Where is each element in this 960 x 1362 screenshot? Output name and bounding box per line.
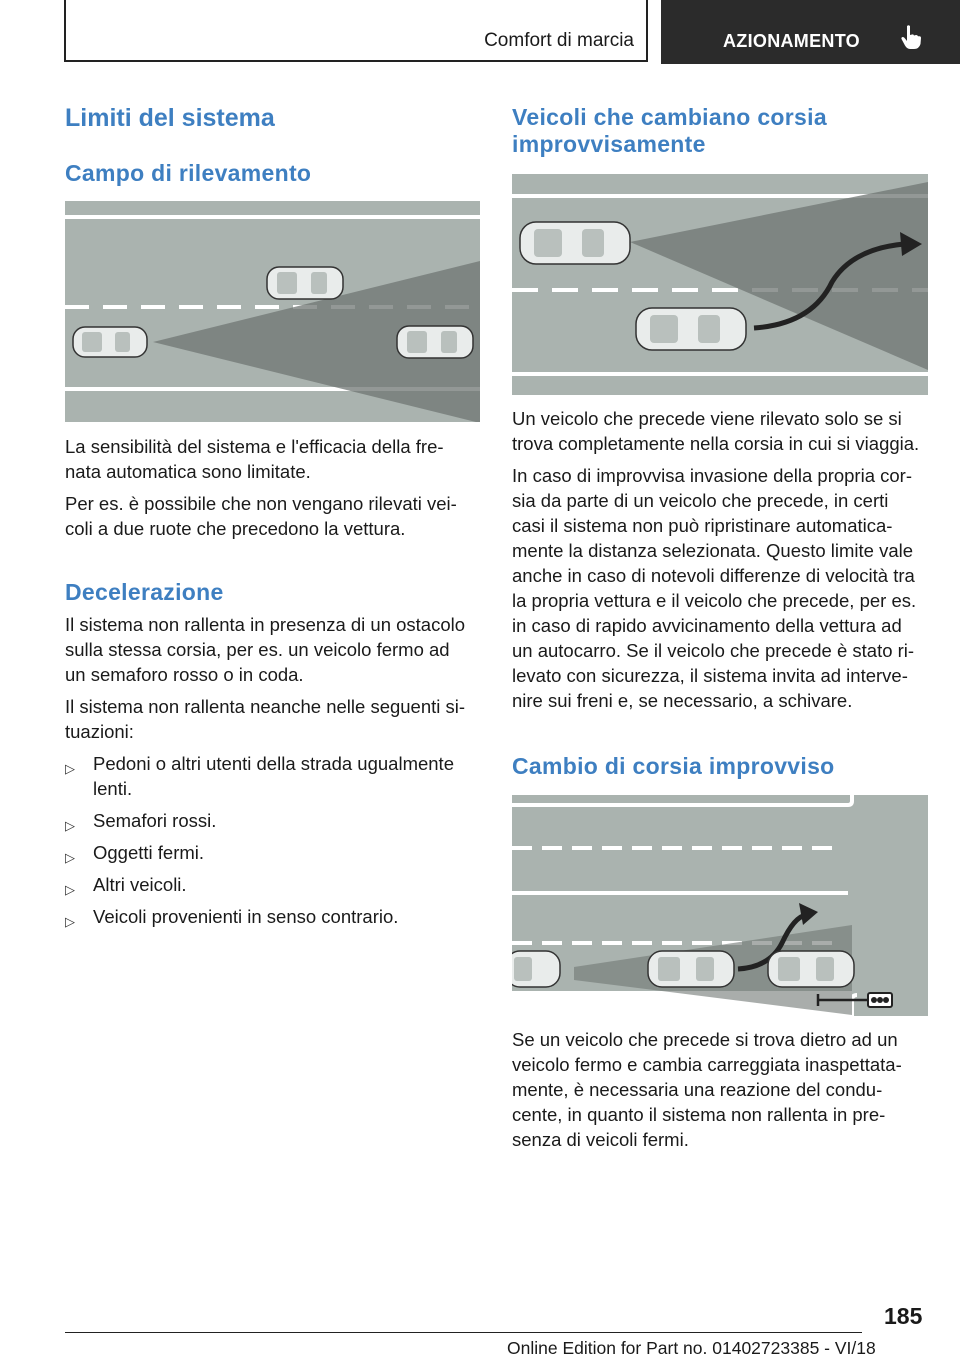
list-item: ▷ Pedoni o altri utenti della strada ugualmente lenti. bbox=[65, 753, 454, 799]
deceleration-para-1: Il sistema non rallenta in presenza di un ostacolo sulla stessa corsia, per es. un veicolo fermo ad un semaforo rosso o in coda. bbox=[65, 614, 466, 685]
subtitle-deceleration: Decelerazione bbox=[65, 579, 224, 605]
figure-sudden-lane-change bbox=[512, 795, 928, 1016]
header-chapter-tab bbox=[661, 0, 960, 64]
hand-pointer-icon bbox=[899, 24, 923, 55]
triangle-right-icon: ▷ bbox=[65, 882, 75, 897]
list-item: ▷ Semafori rossi. bbox=[65, 808, 480, 833]
list-item: ▷ Oggetti fermi. bbox=[65, 840, 480, 865]
subtitle-detection-range: Campo di rilevamento bbox=[65, 160, 312, 186]
header-chapter-title: AZIONAMENTO bbox=[723, 31, 860, 51]
header-section-box bbox=[64, 0, 648, 62]
footer-divider bbox=[65, 1332, 862, 1333]
situations-list bbox=[65, 751, 480, 929]
lane-change-para-1: Un veicolo che precede viene rilevato solo se si trova completamente nella corsia in cui si viaggia. bbox=[512, 408, 920, 454]
page-number: 185 bbox=[884, 1303, 923, 1329]
detection-para-2: Per es. è possibile che non vengano rilevati vei- coli a due ruote che precedono la vettura. bbox=[65, 493, 457, 539]
triangle-right-icon: ▷ bbox=[65, 850, 75, 865]
section-title-system-limits: Limiti del sistema bbox=[65, 104, 275, 132]
title-sudden-lane-change: Cambio di corsia improvviso bbox=[512, 753, 835, 779]
lane-change-para-2: In caso di improvvisa invasione della propria cor- sia da parte di un veicolo che precede, in certi casi il sistema non può ripristinare automatica- mente la distanza selezionata. Questo limite vale anche in caso di notevoli differenze di velocità tra la propria vettura e il veicolo che precede, per es. in caso di rapido avvicinamento della vettura ad un autocarro. Se il veicolo che precede è stato ri- levato con sicurezza, il sistema invita ad interve- nire sui freni e, se necessario, a schivare. bbox=[512, 465, 917, 711]
deceleration-para-2: Il sistema non rallenta neanche nelle seguenti si- tuazioni: bbox=[65, 696, 466, 742]
detection-para-1: La sensibilità del sistema e l'efficacia della fre- nata automatica sono limitate. bbox=[65, 436, 444, 482]
title-lane-change-vehicles: Veicoli che cambiano corsia improvvisamente bbox=[512, 104, 827, 157]
figure-lane-change bbox=[512, 174, 928, 395]
list-item: ▷ Veicoli provenienti in senso contrario. bbox=[65, 904, 480, 929]
sudden-lane-change-para: Se un veicolo che precede si trova dietro ad un veicolo fermo e cambia carreggiata inaspettata- mente, è necessaria una reazione del condu- cente, in quanto il sistema non rallenta in pre- senza di veicoli fermi. bbox=[512, 1029, 902, 1150]
figure-detection-range bbox=[65, 201, 480, 422]
triangle-right-icon: ▷ bbox=[65, 914, 75, 929]
footer-edition-text: Online Edition for Part no. 01402723385 - VI/18 bbox=[507, 1338, 876, 1358]
list-item: ▷ Altri veicoli. bbox=[65, 872, 480, 897]
triangle-right-icon: ▷ bbox=[65, 761, 75, 776]
header-section-title: Comfort di marcia bbox=[484, 30, 634, 51]
triangle-right-icon: ▷ bbox=[65, 818, 75, 833]
